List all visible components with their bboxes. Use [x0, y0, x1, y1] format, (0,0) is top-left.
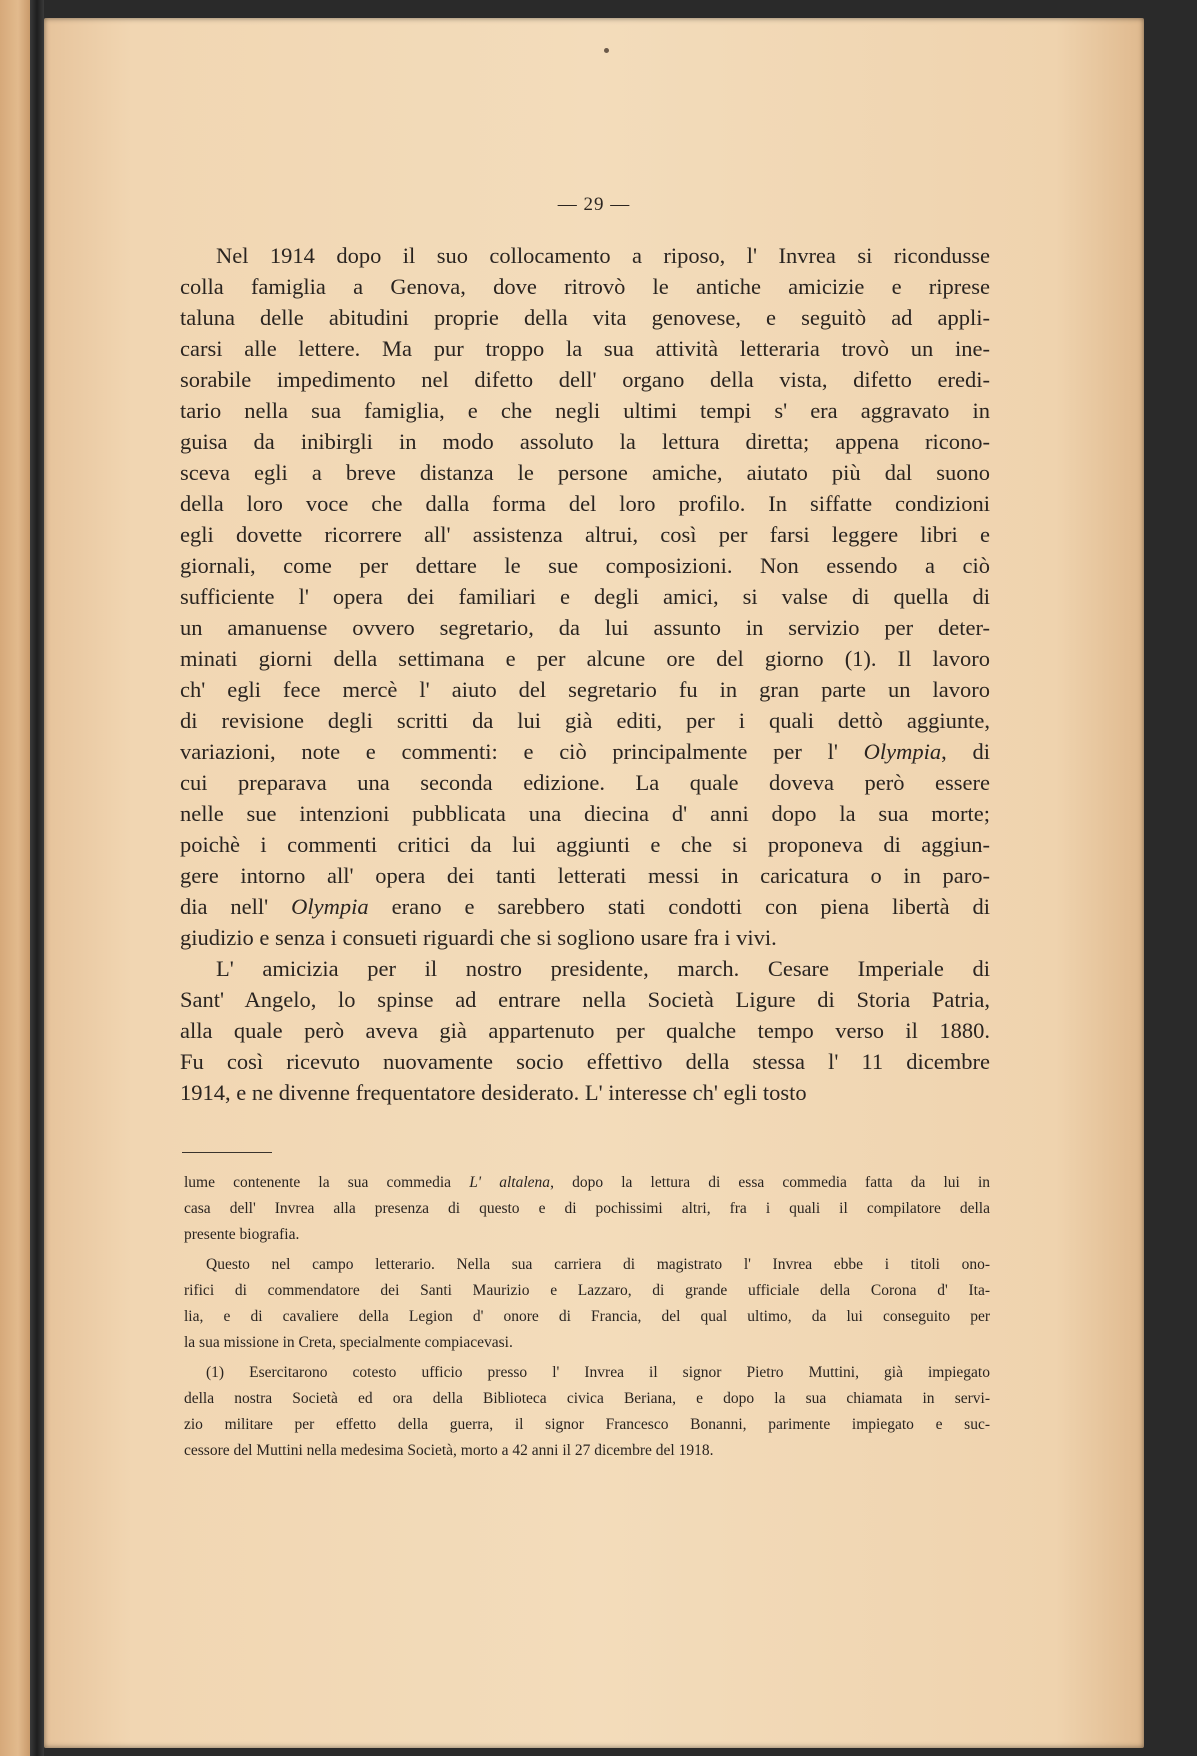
footnote-line: della nostra Società ed ora della Biblioteca civica Beriana, e dopo la sua chiamata in servi-	[184, 1390, 990, 1407]
book-page	[44, 18, 1144, 1748]
footnote-line: lia, e di cavaliere della Legion d' onore di Francia, del qual ultimo, da lui conseguito per	[184, 1308, 990, 1325]
text-line: sufficiente l' opera dei familiari e degli amici, si valse di quella di	[180, 584, 990, 609]
text-line: Fu così ricevuto nuovamente socio effettivo della stessa l' 11 dicembre	[180, 1049, 990, 1074]
text-line: un amanuense ovvero segretario, da lui assunto in servizio per deter-	[180, 615, 990, 640]
text-line: nelle sue intenzioni pubblicata una diecina d' anni dopo la sua morte;	[180, 801, 990, 826]
text-line: giornali, come per dettare le sue composizioni. Non essendo a ciò	[180, 553, 990, 578]
footnote-line: la sua missione in Creta, specialmente compiacevasi.	[184, 1334, 513, 1351]
text-line: carsi alle lettere. Ma pur troppo la sua attività letteraria trovò un ine-	[180, 336, 990, 361]
main-text	[180, 240, 990, 1108]
footnote-line: casa dell' Invrea alla presenza di questo e di pochissimi altri, fra i quali il compilatore della	[184, 1200, 990, 1217]
footnote-line: rifici di commendatore dei Santi Maurizio e Lazzaro, di grande ufficiale della Corona d' Ita-	[184, 1282, 990, 1299]
text-line: cui preparava una seconda edizione. La quale doveva però essere	[180, 770, 990, 795]
text-line: 1914, e ne divenne frequentatore desiderato. L' interesse ch' egli tosto	[180, 1080, 807, 1105]
text-line: di revisione degli scritti da lui già editi, per i quali dettò aggiunte,	[180, 708, 990, 733]
text-line: taluna delle abitudini proprie della vita genovese, e seguitò ad appli-	[180, 305, 990, 330]
text-line: variazioni, note e commenti: e ciò principalmente per l' Olympia, di	[180, 739, 990, 764]
book-spine	[30, 0, 44, 1756]
footnote-line: Questo nel campo letterario. Nella sua carriera di magistrato l' Invrea ebbe i titoli ono-	[206, 1256, 990, 1273]
text-line: sceva egli a breve distanza le persone amiche, aiutato più dal suono	[180, 460, 990, 485]
text-line: alla quale però aveva già appartenuto per qualche tempo verso il 1880.	[180, 1018, 990, 1043]
ink-speck	[604, 48, 609, 53]
text-line: Nel 1914 dopo il suo collocamento a riposo, l' Invrea si ricondusse	[216, 243, 990, 268]
previous-page-edge	[0, 0, 30, 1756]
text-line: della loro voce che dalla forma del loro profilo. In siffatte condizioni	[180, 491, 990, 516]
text-line: minati giorni della settimana e per alcune ore del giorno (1). Il lavoro	[180, 646, 990, 671]
text-line: guisa da inibirgli in modo assoluto la lettura diretta; appena ricono-	[180, 429, 990, 454]
text-line: dia nell' Olympia erano e sarebbero stati condotti con piena libertà di	[180, 894, 990, 919]
text-line: Sant' Angelo, lo spinse ad entrare nella Società Ligure di Storia Patria,	[180, 987, 990, 1012]
text-line: sorabile impedimento nel difetto dell' organo della vista, difetto eredi-	[180, 367, 990, 392]
footnote-separator	[182, 1152, 272, 1153]
footnote-line: lume contenente la sua commedia L' altalena, dopo la lettura di essa commedia fatta da lui in	[184, 1174, 991, 1191]
footnotes	[184, 1170, 990, 1468]
footnote	[184, 1170, 990, 1248]
paragraph	[180, 953, 990, 1108]
text-line: tario nella sua famiglia, e che negli ultimi tempi s' era aggravato in	[180, 398, 990, 423]
paragraph	[180, 240, 990, 953]
text-line: L' amicizia per il nostro presidente, march. Cesare Imperiale di	[216, 956, 990, 981]
text-line: giudizio e senza i consueti riguardi che si sogliono usare fra i vivi.	[180, 925, 777, 950]
footnote	[184, 1360, 990, 1464]
footnote-line: zio militare per effetto della guerra, il signor Francesco Bonanni, parimente impiegato e suc-	[184, 1416, 990, 1433]
footnote	[184, 1252, 990, 1356]
text-line: ch' egli fece mercè l' aiuto del segretario fu in gran parte un lavoro	[180, 677, 990, 702]
page-number: — 29 —	[557, 194, 631, 215]
footnote-line: cessore del Muttini nella medesima Società, morto a 42 anni il 27 dicembre del 1918.	[184, 1442, 714, 1459]
text-line: poichè i commenti critici da lui aggiunti e che si proponeva di aggiun-	[180, 832, 990, 857]
text-line: egli dovette ricorrere all' assistenza altrui, così per farsi leggere libri e	[180, 522, 990, 547]
footnote-line: (1) Esercitarono cotesto ufficio presso l' Invrea il signor Pietro Muttini, già impiegato	[206, 1364, 990, 1381]
text-line: colla famiglia a Genova, dove ritrovò le antiche amicizie e riprese	[180, 274, 990, 299]
text-line: gere intorno all' opera dei tanti letterati messi in caricatura o in paro-	[180, 863, 990, 888]
footnote-line: presente biografia.	[184, 1226, 300, 1243]
